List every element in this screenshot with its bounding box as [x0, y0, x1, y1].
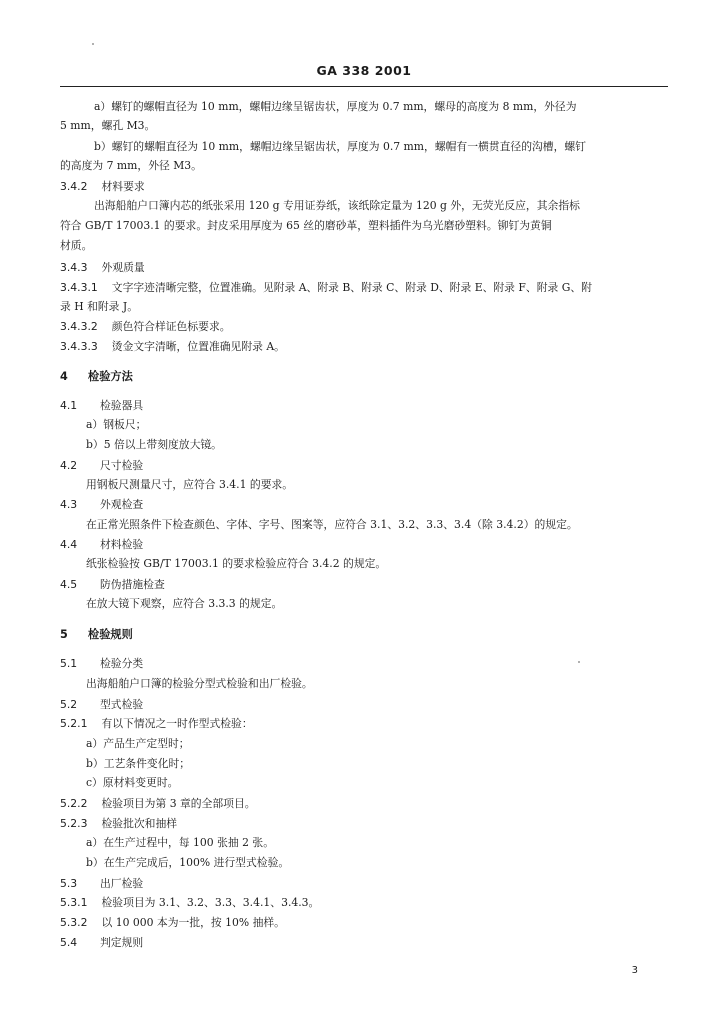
body-line: b）螺钉的螺帽直径为 10 mm，螺帽边缘呈锯齿状，厚度为 0.7 mm，螺帽有一横贯直径的沟槽，螺钉	[94, 140, 586, 153]
page-number: 3	[631, 965, 638, 976]
clause-line: 5.3.1 检验项目为 3.1、3.2、3.3、3.4.1、3.4.3。	[60, 896, 320, 909]
body-line: 纸张检验按 GB/T 17003.1 的要求检验应符合 3.4.2 的规定。	[86, 557, 387, 570]
clause-heading: 5.2.3 检验批次和抽样	[60, 817, 178, 830]
list-item: c）原材料变更时。	[86, 776, 179, 789]
clause-heading: 4.3 外观检查	[60, 498, 144, 511]
clause-line: 5.2.2 检验项目为第 3 章的全部项目。	[60, 797, 256, 810]
clause-line: 3.4.3.3 烫金文字清晰，位置准确见附录 A。	[60, 340, 285, 353]
clause-heading: 5.2 型式检验	[60, 698, 144, 711]
clause-line: 5.2.1 有以下情况之一时作型式检验：	[60, 717, 253, 730]
list-item: b）5 倍以上带刻度放大镜。	[86, 438, 222, 451]
page-header: GA 338 2001	[60, 60, 668, 87]
clause-line: 3.4.3.2 颜色符合样证色标要求。	[60, 320, 231, 333]
list-item: a）钢板尺；	[86, 418, 147, 431]
body-line: 在正常光照条件下检查颜色、字体、字号、图案等，应符合 3.1、3.2、3.3、3.4（除 3.4.2）的规定。	[86, 518, 578, 531]
body-line: 用钢板尺测量尺寸，应符合 3.4.1 的要求。	[86, 478, 294, 491]
clause-heading: 5.1 检验分类	[60, 657, 144, 670]
body-line: 出海船舶户口簿内芯的纸张采用 120 g 专用证券纸，该纸除定量为 120 g 外，无荧光反应，其余指标	[94, 199, 580, 212]
list-item: a）在生产过程中，每 100 张抽 2 张。	[86, 836, 275, 849]
clause-heading: 4.5 防伪措施检查	[60, 578, 165, 591]
list-item: b）在生产完成后，100% 进行型式检验。	[86, 856, 290, 869]
body-line: 符合 GB/T 17003.1 的要求。封皮采用厚度为 65 丝的磨砂革，塑料插件为乌光磨砂塑料。铆钉为黄铜	[60, 219, 552, 232]
body-line: 材质。	[60, 239, 93, 252]
clause-line: 5.3.2 以 10 000 本为一批，按 10% 抽样。	[60, 916, 285, 929]
section-heading: 5 检验规则	[60, 628, 133, 641]
body-line: 录 H 和附录 J。	[60, 300, 139, 313]
section-heading: 4 检验方法	[60, 370, 133, 383]
scan-speck	[92, 43, 94, 45]
body-line: 的高度为 7 mm，外径 M3。	[60, 159, 202, 172]
clause-heading: 5.3 出厂检验	[60, 877, 144, 890]
body-line: 在放大镜下观察，应符合 3.3.3 的规定。	[86, 597, 283, 610]
list-item: b）工艺条件变化时；	[86, 757, 191, 770]
clause-heading: 3.4.2 材料要求	[60, 180, 145, 193]
clause-heading: 4.2 尺寸检验	[60, 459, 144, 472]
clause-heading: 4.4 材料检验	[60, 538, 144, 551]
body-line: a）螺钉的螺帽直径为 10 mm，螺帽边缘呈锯齿状，厚度为 0.7 mm，螺母的高度为 8 mm，外径为	[94, 100, 577, 113]
body-line: 出海船舶户口簿的检验分型式检验和出厂检验。	[86, 677, 313, 690]
body-line: 5 mm，螺孔 M3。	[60, 119, 156, 132]
clause-heading: 4.1 检验器具	[60, 399, 144, 412]
clause-line: 3.4.3.1 文字字迹清晰完整，位置准确。见附录 A、附录 B、附录 C、附录 D、附录 E、附录 F、附录 G、附	[60, 281, 592, 294]
clause-heading: 3.4.3 外观质量	[60, 261, 145, 274]
clause-heading: 5.4 判定规则	[60, 936, 144, 949]
list-item: a）产品生产定型时；	[86, 737, 190, 750]
